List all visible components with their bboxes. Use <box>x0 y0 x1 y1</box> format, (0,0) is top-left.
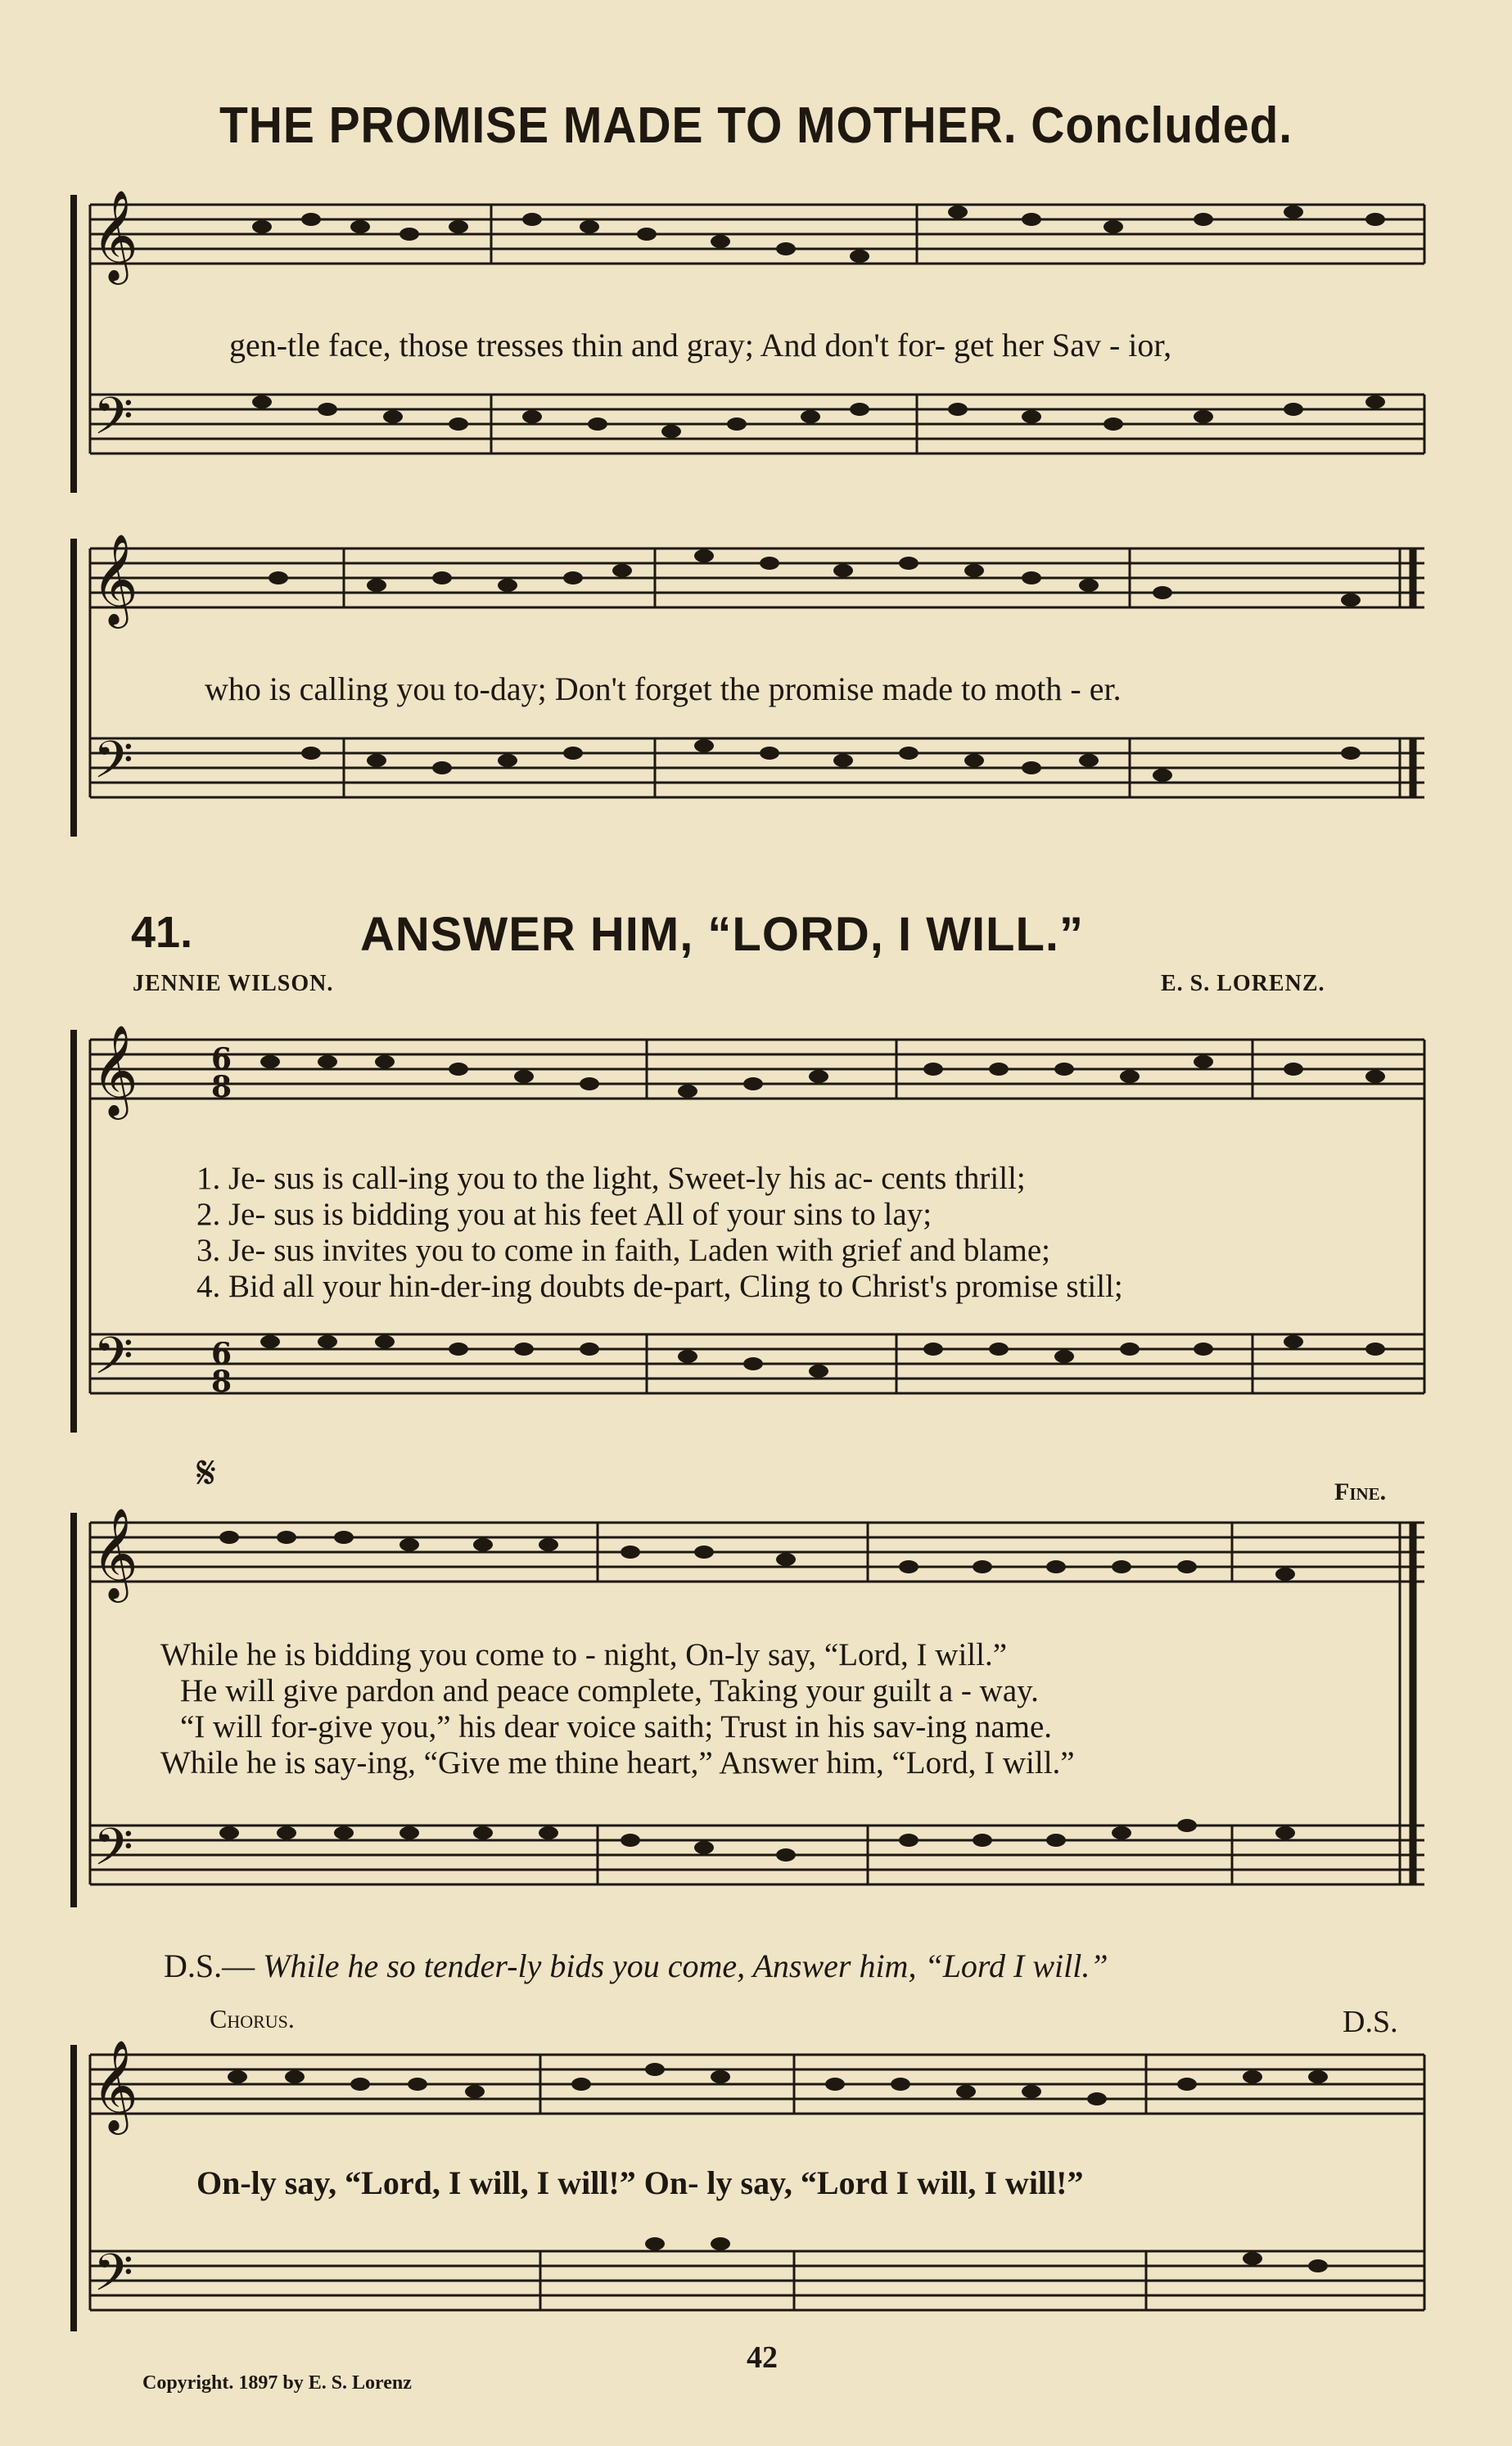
lyrics-line-1: gen-tle face, those tresses thin and gray; And don't for- get her Sav - ior, <box>229 327 1172 363</box>
refrain-line-3: “I will for-give you,” his dear voice saith; Trust in his sav-ing name. <box>180 1709 1053 1744</box>
copyright-notice: Copyright. 1897 by E. S. Lorenz <box>142 2372 412 2394</box>
bass-clef-icon: 𝄢 <box>93 1325 133 1398</box>
page-number: 42 <box>747 2340 778 2375</box>
treble-staff <box>90 205 1424 264</box>
verse-1: 1. Je- sus is call-ing you to the light, Sweet-ly his ac- cents thrill; <box>196 1161 1026 1196</box>
time-signature: 8 <box>211 1365 232 1399</box>
hymn-title: ANSWER HIM, “LORD, I WILL.” <box>360 908 1085 961</box>
notes <box>252 205 1385 438</box>
verse-block <box>196 1161 1123 1305</box>
verse-4: 4. Bid all your hin-der-ing doubts de-part, Cling to Christ's promise still; <box>196 1269 1123 1304</box>
ds-mark: D.S. <box>1343 2005 1398 2039</box>
segno-icon: 𝄋 <box>196 1446 217 1500</box>
time-signature: 8 <box>211 1070 232 1104</box>
music-system-2 <box>0 524 1512 868</box>
bass-clef-icon: 𝄢 <box>93 2242 133 2315</box>
refrain-line-2: He will give pardon and peace complete, Taking your guilt a - way. <box>180 1673 1039 1708</box>
bass-clef-icon: 𝄢 <box>93 729 133 802</box>
verse-2: 2. Je- sus is bidding you at his feet All of your sins to lay; <box>196 1197 932 1232</box>
treble-clef-icon: 𝄞 <box>92 1507 138 1599</box>
hymn-title-concluded: THE PROMISE MADE TO MOTHER. Concluded. <box>219 97 1293 154</box>
music-system-1 <box>0 180 1512 524</box>
ds-text: While he so tender-ly bids you come, Answer him, “Lord I will.” <box>263 1947 1108 1984</box>
lyrics-line-2: who is calling you to-day; Don't forget the promise made to moth - er. <box>205 670 1122 707</box>
music-system-5 <box>0 2030 1512 2358</box>
treble-clef-icon: 𝄞 <box>92 533 138 625</box>
time-signature: 6 <box>211 1042 232 1076</box>
bass-clef-icon: 𝄢 <box>93 386 133 458</box>
chorus-label: Chorus. <box>210 2004 295 2033</box>
refrain-line-4: While he is say-ing, “Give me thine heart,” Answer him, “Lord, I will.” <box>160 1745 1075 1780</box>
bass-staff <box>90 395 1424 454</box>
ds-instruction <box>164 1947 1108 1985</box>
verse-3: 3. Je- sus invites you to come in faith, Laden with grief and blame; <box>196 1233 1051 1268</box>
bass-clef-icon: 𝄢 <box>93 1816 133 1889</box>
treble-clef-icon: 𝄞 <box>92 189 138 281</box>
treble-clef-icon: 𝄞 <box>92 2039 138 2131</box>
fine-label: Fine. <box>1334 1478 1387 1505</box>
refrain-block <box>160 1637 1075 1781</box>
hymn-number: 41. <box>131 908 193 957</box>
chorus-lyrics: On-ly say, “Lord, I will, I will!” On- ly say, “Lord I will, I will!” <box>196 2164 1084 2201</box>
refrain-line-1: While he is bidding you come to - night, On-ly say, “Lord, I will.” <box>160 1637 1008 1672</box>
composer-credit: E. S. LORENZ. <box>1161 971 1325 996</box>
ds-prefix: D.S.— <box>164 1947 255 1984</box>
time-signature: 6 <box>211 1337 232 1371</box>
treble-clef-icon: 𝄞 <box>92 1024 138 1116</box>
author-credit: JENNIE WILSON. <box>133 971 334 996</box>
